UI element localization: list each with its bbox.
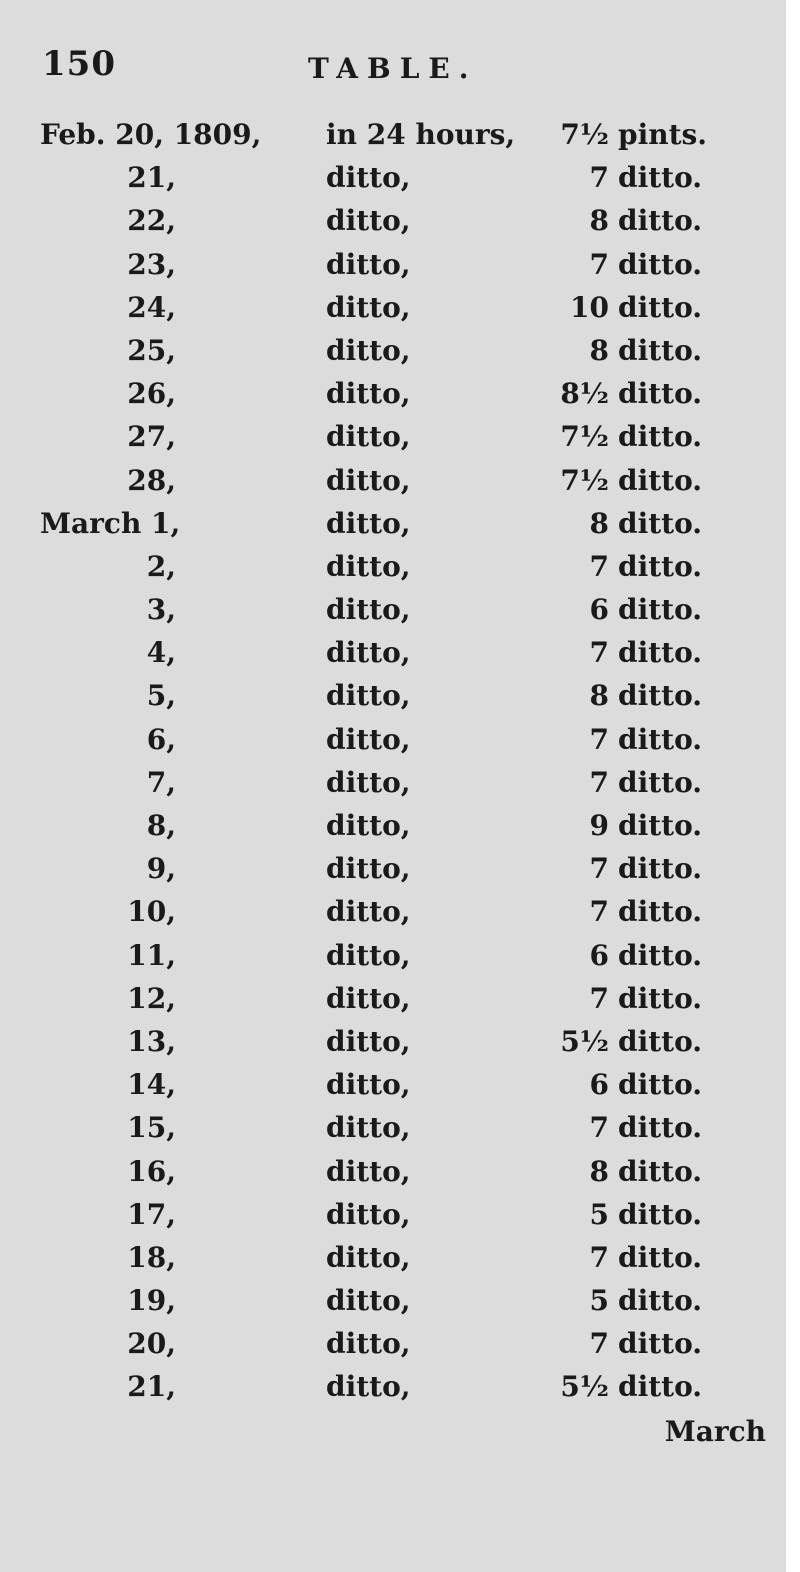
amount-cell: 8 bbox=[589, 333, 609, 367]
table-row bbox=[0, 285, 786, 328]
table-row bbox=[0, 1019, 786, 1062]
unit-cell: ditto. bbox=[618, 593, 703, 627]
day-cell: 7, bbox=[146, 765, 176, 799]
amount-cell: 6 bbox=[589, 938, 609, 972]
running-head: TABLE. bbox=[308, 52, 478, 85]
amount-cell: 9 bbox=[589, 809, 609, 842]
unit-cell: ditto. bbox=[618, 1284, 703, 1318]
day-cell: 26, bbox=[127, 377, 176, 411]
day-cell: 4, bbox=[146, 636, 176, 670]
table-row bbox=[0, 458, 786, 501]
day-cell: 14, bbox=[127, 1068, 176, 1102]
day-cell: 19, bbox=[127, 1284, 176, 1318]
day-cell: 22, bbox=[127, 204, 176, 238]
unit-cell: ditto. bbox=[618, 679, 703, 713]
unit-cell: ditto. bbox=[618, 463, 703, 497]
unit-cell: ditto. bbox=[618, 1240, 703, 1274]
table-row bbox=[0, 1321, 786, 1364]
amount-cell: 5 bbox=[589, 1197, 609, 1231]
amount-cell: 7 bbox=[589, 1111, 609, 1145]
unit-cell: ditto. bbox=[618, 247, 703, 281]
amount-cell: 7 bbox=[589, 247, 609, 281]
amount-cell: 7 bbox=[589, 765, 609, 799]
table-row bbox=[0, 414, 786, 457]
day-cell: 15, bbox=[127, 1111, 176, 1145]
day-cell: 10, bbox=[127, 895, 176, 929]
table-row bbox=[0, 371, 786, 414]
unit-cell: pints. bbox=[618, 118, 708, 151]
period-cell: ditto, bbox=[326, 895, 411, 929]
period-cell: ditto, bbox=[326, 161, 411, 195]
day-cell: 25, bbox=[127, 333, 176, 367]
unit-cell: ditto. bbox=[618, 636, 703, 670]
date-cell: March 1, bbox=[40, 506, 181, 540]
amount-cell: 8 bbox=[589, 204, 609, 238]
unit-cell: ditto. bbox=[618, 1154, 703, 1188]
table-row bbox=[0, 1149, 786, 1192]
table-row bbox=[0, 803, 786, 846]
table-row bbox=[0, 630, 786, 673]
table-row bbox=[0, 501, 786, 544]
amount-cell: 7 bbox=[589, 1240, 609, 1274]
period-cell: ditto, bbox=[326, 204, 411, 238]
period-cell: ditto, bbox=[326, 722, 411, 756]
day-cell: 16, bbox=[127, 1154, 176, 1188]
day-cell: 5, bbox=[146, 679, 176, 713]
period-cell: ditto, bbox=[326, 1370, 411, 1404]
day-cell: 23, bbox=[127, 247, 176, 281]
amount-cell: 7 bbox=[589, 981, 609, 1015]
amount-cell: 7 bbox=[589, 636, 609, 670]
table-row bbox=[0, 1062, 786, 1105]
unit-cell: ditto. bbox=[618, 765, 703, 799]
day-cell: 2, bbox=[146, 549, 176, 583]
day-cell: 12, bbox=[127, 981, 176, 1015]
amount-cell: 7 bbox=[589, 722, 609, 756]
table-row bbox=[0, 242, 786, 285]
day-cell: 11, bbox=[127, 938, 176, 972]
table-row bbox=[0, 760, 786, 803]
day-cell: 8, bbox=[146, 809, 176, 842]
catchword: March bbox=[664, 1415, 766, 1448]
table-row bbox=[0, 112, 786, 155]
day-cell: 13, bbox=[127, 1024, 176, 1058]
unit-cell: ditto. bbox=[618, 981, 703, 1015]
unit-cell: ditto. bbox=[618, 1068, 703, 1102]
unit-cell: ditto. bbox=[618, 852, 703, 886]
table-row bbox=[0, 587, 786, 630]
unit-cell: ditto. bbox=[618, 506, 703, 540]
day-cell: 20, bbox=[127, 1327, 176, 1361]
unit-cell: ditto. bbox=[618, 809, 703, 842]
period-cell: ditto, bbox=[326, 852, 411, 886]
table-row bbox=[0, 1192, 786, 1235]
day-cell: 18, bbox=[127, 1240, 176, 1274]
table-row bbox=[0, 1278, 786, 1321]
period-cell: ditto, bbox=[326, 765, 411, 799]
amount-cell: 5½ bbox=[560, 1024, 609, 1058]
table-row bbox=[0, 328, 786, 371]
period-cell: ditto, bbox=[326, 377, 411, 411]
unit-cell: ditto. bbox=[618, 938, 703, 972]
period-cell: ditto, bbox=[326, 809, 411, 842]
day-cell: 24, bbox=[127, 290, 176, 324]
table-row bbox=[0, 976, 786, 1019]
table-row bbox=[0, 933, 786, 976]
amount-cell: 8 bbox=[589, 679, 609, 713]
day-cell: 6, bbox=[146, 722, 176, 756]
table-row bbox=[0, 1105, 786, 1148]
amount-cell: 5 bbox=[589, 1284, 609, 1318]
measurement-table bbox=[0, 112, 786, 1408]
amount-cell: 7 bbox=[589, 1327, 609, 1361]
period-cell: ditto, bbox=[326, 290, 411, 324]
table-row bbox=[0, 846, 786, 889]
day-cell: 3, bbox=[146, 593, 176, 627]
period-cell: ditto, bbox=[326, 1197, 411, 1231]
period-cell: ditto, bbox=[326, 420, 411, 454]
unit-cell: ditto. bbox=[618, 722, 703, 756]
unit-cell: ditto. bbox=[618, 161, 703, 195]
amount-cell: 6 bbox=[589, 1068, 609, 1102]
amount-cell: 7 bbox=[589, 852, 609, 886]
period-cell: ditto, bbox=[326, 506, 411, 540]
amount-cell: 8½ bbox=[560, 377, 609, 411]
amount-cell: 7 bbox=[589, 895, 609, 929]
period-cell: ditto, bbox=[326, 1240, 411, 1274]
unit-cell: ditto. bbox=[618, 1197, 703, 1231]
table-row bbox=[0, 889, 786, 932]
table-row bbox=[0, 544, 786, 587]
unit-cell: ditto. bbox=[618, 895, 703, 929]
unit-cell: ditto. bbox=[618, 1327, 703, 1361]
date-cell: Feb. 20, 1809, bbox=[40, 118, 262, 151]
period-cell: ditto, bbox=[326, 1284, 411, 1318]
table-row bbox=[0, 198, 786, 241]
day-cell: 9, bbox=[146, 852, 176, 886]
period-cell: ditto, bbox=[326, 549, 411, 583]
unit-cell: ditto. bbox=[618, 549, 703, 583]
table-row bbox=[0, 717, 786, 760]
amount-cell: 8 bbox=[589, 1154, 609, 1188]
period-cell: ditto, bbox=[326, 463, 411, 497]
amount-cell: 6 bbox=[589, 593, 609, 627]
amount-cell: 7½ bbox=[560, 118, 609, 151]
unit-cell: ditto. bbox=[618, 1370, 703, 1404]
period-cell: ditto, bbox=[326, 938, 411, 972]
amount-cell: 10 bbox=[570, 290, 609, 324]
period-cell: ditto, bbox=[326, 636, 411, 670]
day-cell: 21, bbox=[127, 1370, 176, 1404]
unit-cell: ditto. bbox=[618, 1024, 703, 1058]
period-cell: ditto, bbox=[326, 593, 411, 627]
period-cell: ditto, bbox=[326, 679, 411, 713]
table-row bbox=[0, 673, 786, 716]
table-row bbox=[0, 1364, 786, 1407]
unit-cell: ditto. bbox=[618, 290, 703, 324]
unit-cell: ditto. bbox=[618, 377, 703, 411]
amount-cell: 7 bbox=[589, 549, 609, 583]
table-row bbox=[0, 155, 786, 198]
amount-cell: 7 bbox=[589, 161, 609, 195]
day-cell: 28, bbox=[127, 463, 176, 497]
period-cell: ditto, bbox=[326, 981, 411, 1015]
day-cell: 21, bbox=[127, 161, 176, 195]
table-row bbox=[0, 1235, 786, 1278]
unit-cell: ditto. bbox=[618, 420, 703, 454]
amount-cell: 5½ bbox=[560, 1370, 609, 1404]
unit-cell: ditto. bbox=[618, 333, 703, 367]
period-cell: ditto, bbox=[326, 1024, 411, 1058]
unit-cell: ditto. bbox=[618, 204, 703, 238]
period-cell: ditto, bbox=[326, 247, 411, 281]
period-cell: ditto, bbox=[326, 1111, 411, 1145]
amount-cell: 7½ bbox=[560, 420, 609, 454]
page-number: 150 bbox=[42, 44, 116, 84]
amount-cell: 8 bbox=[589, 506, 609, 540]
unit-cell: ditto. bbox=[618, 1111, 703, 1145]
day-cell: 27, bbox=[127, 420, 176, 454]
period-cell: ditto, bbox=[326, 1327, 411, 1361]
period-cell: in 24 hours, bbox=[326, 118, 516, 151]
day-cell: 17, bbox=[127, 1197, 176, 1231]
period-cell: ditto, bbox=[326, 333, 411, 367]
amount-cell: 7½ bbox=[560, 463, 609, 497]
period-cell: ditto, bbox=[326, 1154, 411, 1188]
period-cell: ditto, bbox=[326, 1068, 411, 1102]
